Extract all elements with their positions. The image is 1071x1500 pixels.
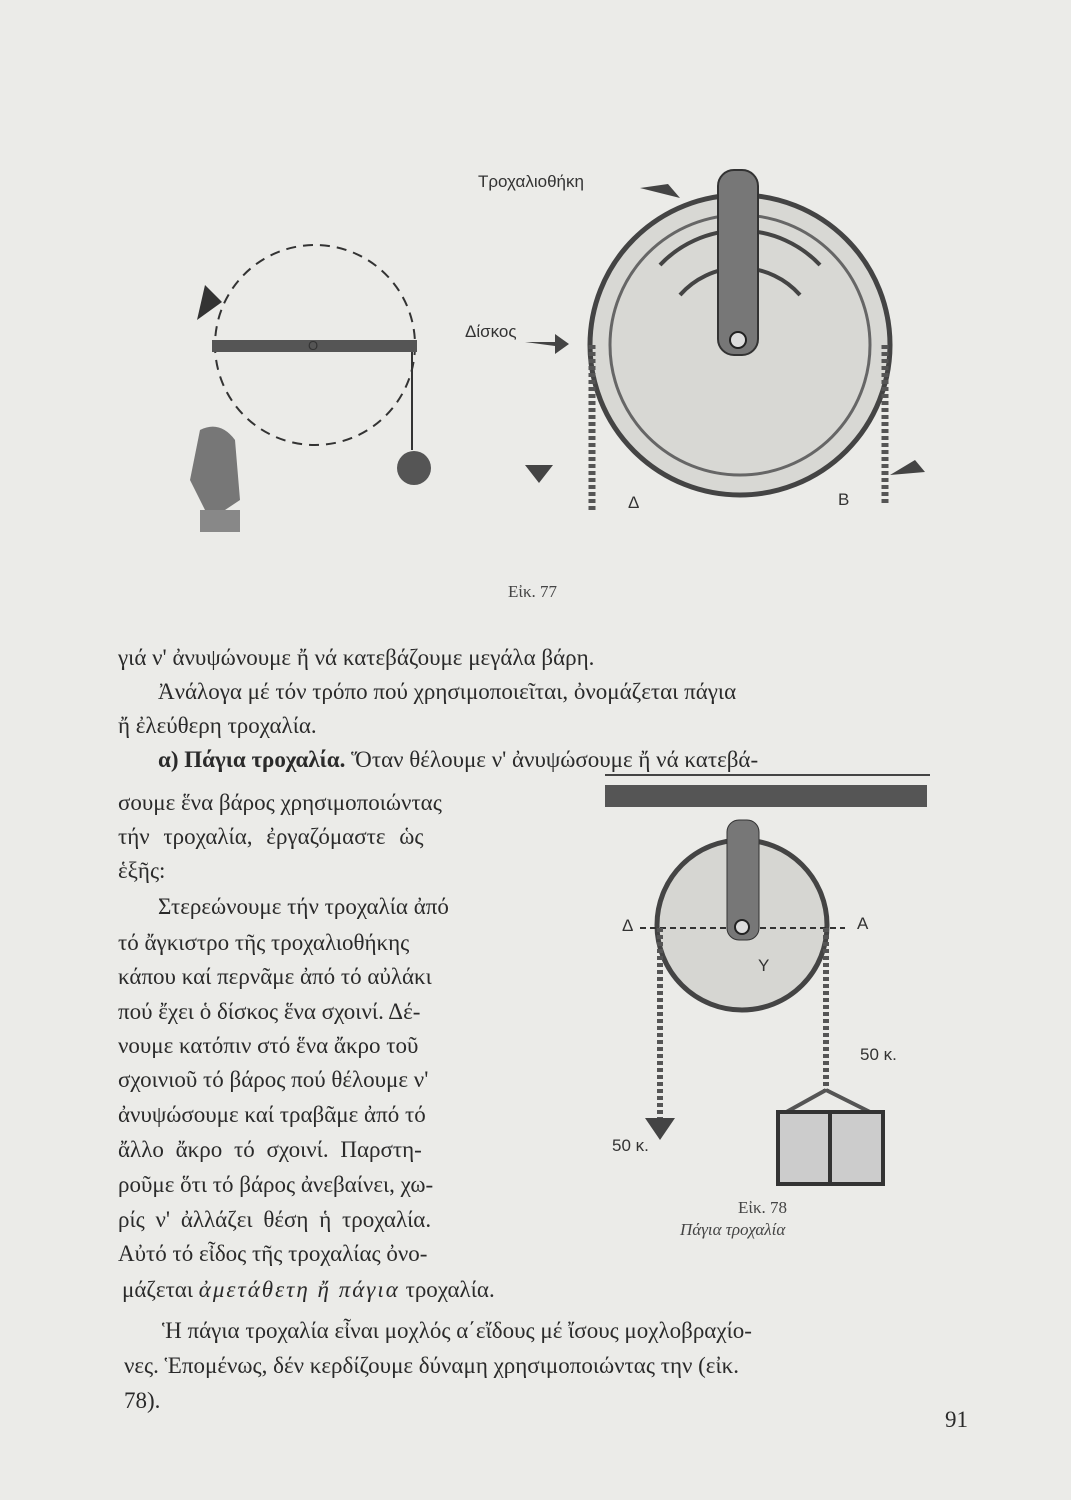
text-span: τροχαλία. <box>399 1277 495 1302</box>
label-upsilon: Υ <box>758 956 770 975</box>
text-line: ροῦμε ὅτι τό βάρος ἀνεβαίνει, χω- <box>118 1172 434 1197</box>
axle <box>735 920 749 934</box>
label-beta: Β <box>838 490 850 509</box>
text-line: τήν τροχαλία, ἐργαζόμαστε ὡς <box>118 824 424 849</box>
down-arrow-icon <box>645 1118 675 1140</box>
ceiling <box>605 785 927 807</box>
text-line: πού ἔχει ὁ δίσκος ἕνα σχοινί. Δέ- <box>118 999 421 1024</box>
text-line: Ἡ πάγια τροχαλία εἶναι μοχλός α΄εἴδους μέ ἴσους μοχλοβραχίο- <box>162 1318 752 1343</box>
text-line <box>122 1275 495 1305</box>
label-weight: 50 κ. <box>860 1045 897 1064</box>
page-number: 91 <box>945 1407 968 1432</box>
figure-78-caption: Εἰκ. 78 <box>738 1198 788 1217</box>
text-line: τό ἄγκιστρο τῆς τροχαλιοθήκης <box>118 930 410 955</box>
text-line <box>158 745 758 775</box>
text-line: ρίς ν' ἀλλάζει θέση ἡ τροχαλία. <box>118 1207 432 1232</box>
label-delta: Δ <box>628 493 640 512</box>
figure-77-caption: Εἰκ. 77 <box>508 582 558 601</box>
text-line: κάπου καί περνᾶμε ἀπό τό αὐλάκι <box>118 964 432 989</box>
text-line: ἄλλο ἄκρο τό σχοινί. Παρστη- <box>118 1137 422 1162</box>
text-line: γιά ν' ἀνυψώνουμε ἤ νά κατεβάζουμε μεγάλα βάρη. <box>118 645 595 670</box>
section-heading: α) Πάγια τροχαλία. <box>158 747 346 772</box>
text-line: νες. Ἑπομένως, δέν κερδίζουμε δύναμη χρησιμοποιώντας την (εἰκ. <box>124 1353 739 1378</box>
text-line: Αὐτό τό εἶδος τῆς τροχαλίας ὀνο- <box>118 1241 428 1266</box>
text-line: νουμε κατόπιν στό ἕνα ἄκρο τοῦ <box>118 1033 419 1058</box>
text-line: ἤ ἐλεύθερη τροχαλία. <box>118 713 317 738</box>
text-line: Ἀνάλογα μέ τόν τρόπο πού χρησιμοποιεῖται, ὀνομάζεται πάγια <box>158 679 737 704</box>
text-span: Ὅταν θέλουμε ν' ἀνυψώσουμε ἤ νά κατεβά- <box>345 747 759 772</box>
label-alpha: Α <box>857 914 869 933</box>
figure-78-subcaption: Πάγια τροχαλία <box>680 1220 786 1239</box>
label-pulley-block: Τροχαλιοθήκη <box>478 172 584 191</box>
label-center: Ο <box>308 338 319 353</box>
emphasis: ἀμετάθετη ἤ πάγια <box>198 1277 400 1302</box>
label-force: 50 κ. <box>612 1136 649 1155</box>
text-line: ἑξῆς: <box>118 858 166 883</box>
label-disk: Δίσκος <box>465 322 517 341</box>
label-delta: Δ <box>622 916 634 935</box>
text-span: μάζεται <box>122 1277 199 1302</box>
text-line: σχοινιοῦ τό βάρος πού θέλουμε ν' <box>118 1067 429 1092</box>
text-line: 78). <box>124 1388 161 1413</box>
text-line: σουμε ἕνα βάρος χρησιμοποιώντας <box>118 790 442 815</box>
text-line: ἀνυψώσουμε καί τραβᾶμε ἀπό τό <box>118 1102 426 1127</box>
text-line: Στερεώνουμε τήν τροχαλία ἀπό <box>158 894 449 919</box>
